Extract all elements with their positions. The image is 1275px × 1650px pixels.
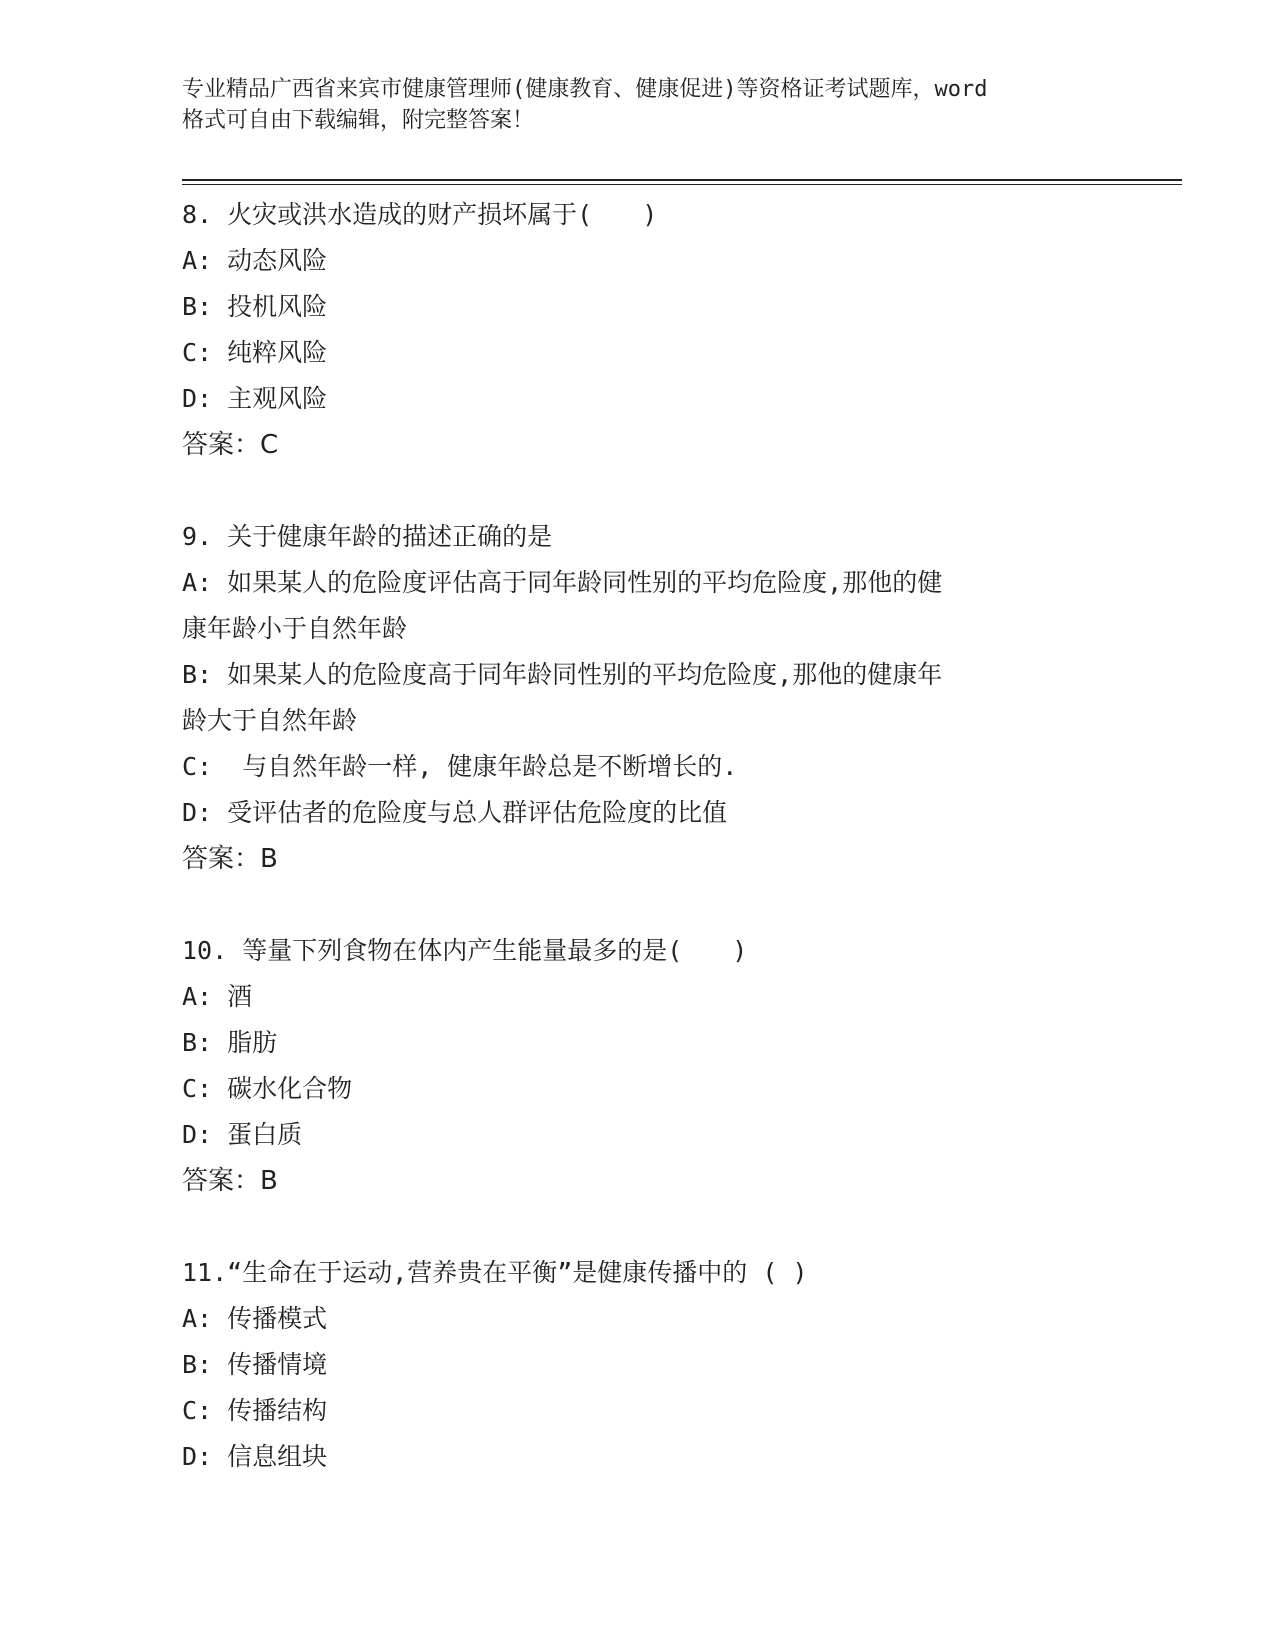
option-a: A: 酒 — [182, 982, 253, 1011]
option-c: C: 传播结构 — [182, 1396, 328, 1425]
question-block — [182, 1250, 1142, 1480]
header-divider-thin — [182, 184, 1182, 185]
option-c: C: 与自然年龄一样, 健康年龄总是不断增长的. — [182, 752, 738, 781]
option-c: C: 碳水化合物 — [182, 1074, 353, 1103]
question-stem: 11.“生命在于运动,营养贵在平衡”是健康传播中的 ( ) — [182, 1258, 808, 1287]
option-a-continued: 康年龄小于自然年龄 — [182, 614, 408, 643]
option-a: A: 如果某人的危险度评估高于同年龄同性别的平均危险度,那他的健 — [182, 568, 943, 597]
option-a: A: 传播模式 — [182, 1304, 328, 1333]
option-d: D: 信息组块 — [182, 1442, 328, 1471]
answer-line: 答案：B — [182, 844, 278, 874]
document-header — [182, 74, 1112, 136]
option-b-continued: 龄大于自然年龄 — [182, 706, 358, 735]
header-line-2: 格式可自由下载编辑，附完整答案！ — [182, 108, 535, 133]
question-stem: 8. 火灾或洪水造成的财产损坏属于( ) — [182, 200, 658, 229]
option-c: C: 纯粹风险 — [182, 338, 328, 367]
answer-line: 答案：C — [182, 430, 279, 460]
question-block — [182, 928, 1142, 1204]
header-divider-thick — [182, 179, 1182, 181]
option-b: B: 传播情境 — [182, 1350, 328, 1379]
question-block — [182, 514, 1142, 882]
spacer — [182, 882, 1142, 928]
option-b: B: 投机风险 — [182, 292, 328, 321]
spacer — [182, 468, 1142, 514]
option-a: A: 动态风险 — [182, 246, 328, 275]
question-list — [182, 192, 1142, 1480]
header-line-1: 专业精品广西省来宾市健康管理师(健康教育、健康促进)等资格证考试题库，word — [182, 77, 988, 102]
option-d: D: 受评估者的危险度与总人群评估危险度的比值 — [182, 798, 728, 827]
question-stem: 9. 关于健康年龄的描述正确的是 — [182, 522, 553, 551]
question-stem: 10. 等量下列食物在体内产生能量最多的是( ) — [182, 936, 748, 965]
option-d: D: 主观风险 — [182, 384, 328, 413]
answer-line: 答案：B — [182, 1166, 278, 1196]
option-b: B: 脂肪 — [182, 1028, 278, 1057]
spacer — [182, 1204, 1142, 1250]
question-block — [182, 192, 1142, 468]
option-d: D: 蛋白质 — [182, 1120, 303, 1149]
option-b: B: 如果某人的危险度高于同年龄同性别的平均危险度,那他的健康年 — [182, 660, 943, 689]
